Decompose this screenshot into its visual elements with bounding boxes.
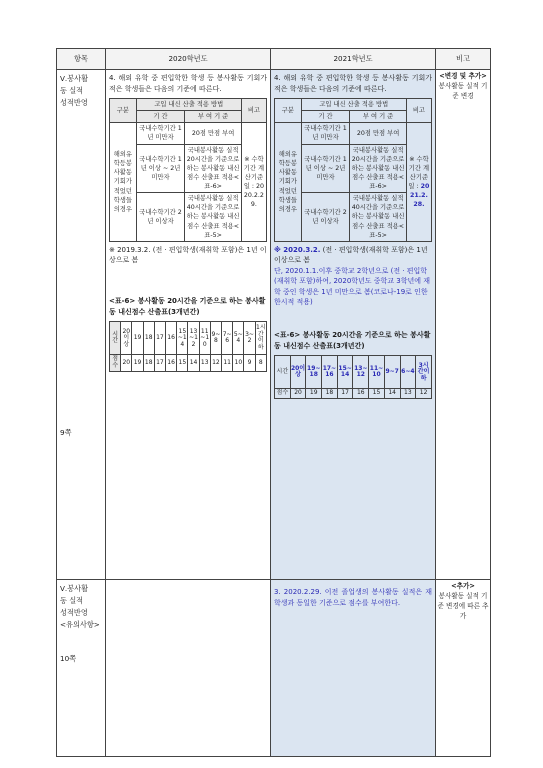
row1-page: 9쪽	[60, 427, 72, 437]
row2-2021	[271, 580, 436, 757]
new-hours-cell: 15~14	[337, 356, 353, 389]
old-hours-cell: 19	[132, 322, 143, 355]
old-hours-cell: 7~6	[222, 322, 233, 355]
new-criteria-table	[274, 98, 432, 242]
old-points-cell: 10	[233, 355, 244, 371]
old-hours-cell: 17	[154, 322, 165, 355]
new-r3-period: 국내수학기간 2년 이상자	[301, 193, 350, 242]
old-points-cell: 20	[121, 355, 132, 371]
row2-item-line: Ⅴ.봉사활	[60, 584, 89, 593]
old-hours-cell: 18	[143, 322, 154, 355]
old-points-cell: 11	[222, 355, 233, 371]
row1-item	[57, 70, 106, 580]
new-points-cell: 13	[400, 389, 416, 399]
new-score-title: <표-6> 봉사활동 20시간을 기준으로 하는 봉사활동 내신점수 산출표(3개년간)	[274, 330, 431, 350]
new-hours-cell: 6~4	[400, 356, 416, 389]
old-points-cell: 12	[210, 355, 221, 371]
old-points-cell: 15	[177, 355, 188, 371]
new-points-cell: 15	[369, 389, 385, 399]
new-h-method: 고입 내신 산출 적용 방법	[301, 99, 406, 111]
old-score-title: <표-6> 봉사활동 20시간을 기준으로 하는 봉사활동 내신점수 산출표(3개년간)	[109, 296, 266, 316]
row2-note-text: 봉사활동 실적 기준 변경에 따른 추가	[437, 591, 489, 620]
header-note: 비고	[436, 49, 491, 70]
new-hours-cell: 9~7	[384, 356, 400, 389]
new-basis-note-pre: ※ 수학기간 계산기준일 :	[408, 155, 430, 190]
old-r2-period: 국내수학기간 1년 이상 ~ 2년 미만자	[136, 144, 185, 193]
old-hours-cell: 15~14	[177, 322, 188, 355]
new-score-table	[274, 355, 432, 399]
old-paragraph: 4. 해외 유학 중 편입학한 학생 등 봉사활동 기회가 적은 학생들은 다음의 기준에 따른다.	[109, 74, 267, 93]
old-hours-cell: 1시간이하	[255, 322, 266, 355]
row1-note-tag: <변경 및 추가>	[439, 72, 487, 80]
old-points-cell: 13	[199, 355, 210, 371]
old-star-note: ※ 2019.3.2. (전 · 편입학생(재취학 포함)은 1년 이상으로 봄	[109, 245, 267, 265]
header-2021: 2021학년도	[271, 49, 436, 70]
row2-2020	[106, 580, 271, 757]
new-group-label: 해외유학등봉사활동기회가적었던학생들의경우	[275, 123, 302, 242]
new-star-note	[274, 245, 432, 266]
row-volunteer-score	[57, 70, 491, 580]
new-star-rest: (전 · 편입학생(재취학 포함)은 1년 이상으로 봄	[274, 245, 428, 265]
old-lbl-time: 시간	[110, 322, 121, 355]
old-lbl-score: 점수	[110, 355, 121, 371]
old-hours-cell: 16	[166, 322, 177, 355]
old-group-label: 해외유학등봉사활동기회가적었던학생들의경우	[110, 123, 137, 242]
row1-2020	[106, 70, 271, 580]
new-paragraph: 4. 해외 유학 중 편입학한 학생 등 봉사활동 기회가 적은 학생들은 다음의 기준에 따른다.	[274, 74, 432, 93]
new-covid-note: 단, 2020.1.1.이후 중학교 2학년으로 (전 · 편입학(재취학 포함)하여, 2020학년도 중학교 3학년에 재학 중인 학생은 1년 미만으로 봄(코로나-19로 인한 한시적 적용)	[274, 266, 431, 307]
new-r2-criteria: 국내봉사활동 실적 20시간을 기준으로 하는 봉사활동 내신점수 산출표 적용<표-6>	[350, 144, 407, 193]
new-points-cell: 20	[290, 389, 306, 399]
old-points-cell: 9	[244, 355, 255, 371]
old-points-cell: 18	[143, 355, 154, 371]
new-points-cell: 16	[353, 389, 369, 399]
new-h-note: 비고	[406, 99, 431, 123]
new-h-gubun: 구분	[275, 99, 302, 123]
header-row	[57, 49, 491, 70]
row1-note-text: 봉사활동 실적 기준 변경	[438, 81, 488, 100]
old-basis-note: ※ 수학기간 계산기준일 : 2020.2.29.	[241, 123, 266, 242]
row2-item-line: 성적반영	[60, 607, 88, 617]
old-r3-criteria: 국내봉사활동 실적 40시간을 기준으로 하는 봉사활동 내신점수 산출표 적용<표-5>	[185, 193, 242, 242]
row2-item	[57, 580, 106, 757]
new-hours-cell: 19~18	[306, 356, 322, 389]
new-basis-date: 2021.2.28.	[409, 183, 430, 209]
old-hours-cell: 9~8	[210, 322, 221, 355]
new-points-cell: 19	[306, 389, 322, 399]
new-h-period: 기 간	[301, 111, 350, 123]
row2-item-line: <유의사항>	[60, 619, 100, 629]
row-guidelines	[57, 580, 491, 757]
old-r2-criteria: 국내봉사활동 실적 20시간을 기준으로 하는 봉사활동 내신점수 산출표 적용<표-6>	[185, 144, 242, 193]
new-hours-cell: 20이상	[290, 356, 306, 389]
old-points-cell: 8	[255, 355, 266, 371]
old-hours-cell: 20이상	[121, 322, 132, 355]
new-points-cell: 17	[337, 389, 353, 399]
new-lbl-time: 시간	[275, 356, 291, 389]
old-points-cell: 17	[154, 355, 165, 371]
row2-page: 10쪽	[60, 653, 77, 663]
new-r2-period: 국내수학기간 1년 이상 ~ 2년 미만자	[301, 144, 350, 193]
old-r1-criteria: 20점 만점 부여	[185, 123, 242, 144]
new-hours-cell: 13~12	[353, 356, 369, 389]
new-hours-cell: 17~16	[322, 356, 338, 389]
row2-new-text: 3. 2020.2.29. 이전 졸업생의 봉사활동 실적은 재학생과 동일한 기준으로 점수를 부여한다.	[274, 588, 432, 607]
new-lbl-score: 점수	[275, 389, 291, 399]
row2-item-line: 동 실적	[60, 595, 84, 605]
old-hours-cell: 5~4	[233, 322, 244, 355]
old-r3-period: 국내수학기간 2년 이상자	[136, 193, 185, 242]
new-star-date: ※ 2020.3.2.	[274, 245, 321, 254]
new-r1-period: 국내수학기간 1년 미만자	[301, 123, 350, 144]
old-criteria-table	[109, 98, 267, 242]
old-points-cell: 14	[188, 355, 199, 371]
old-score-table	[109, 321, 267, 371]
old-hours-cell: 11~10	[199, 322, 210, 355]
old-h-gubun: 구분	[110, 99, 137, 123]
old-hours-cell: 13~12	[188, 322, 199, 355]
row1-item-line: 성적반영	[60, 97, 88, 107]
new-points-cell: 14	[384, 389, 400, 399]
old-hours-cell: 3~2	[244, 322, 255, 355]
comparison-table	[56, 48, 491, 757]
old-h-period: 기 간	[136, 111, 185, 123]
header-item: 항목	[57, 49, 106, 70]
new-h-criteria: 부 여 기 준	[350, 111, 407, 123]
new-hours-cell: 3시간이하	[416, 356, 432, 389]
new-r3-criteria: 국내봉사활동 실적 40시간을 기준으로 하는 봉사활동 내신점수 산출표 적용<표-5>	[350, 193, 407, 242]
old-points-cell: 16	[166, 355, 177, 371]
old-r1-period: 국내수학기간 1년 미만자	[136, 123, 185, 144]
row2-note-tag: <추가>	[451, 582, 475, 590]
new-hours-cell: 11~10	[369, 356, 385, 389]
row2-note	[436, 580, 491, 757]
row1-2021	[271, 70, 436, 580]
old-h-criteria: 부 여 기 준	[185, 111, 242, 123]
row1-item-line: Ⅴ.봉사활	[60, 74, 89, 83]
new-r1-criteria: 20점 만점 부여	[350, 123, 407, 144]
old-points-cell: 19	[132, 355, 143, 371]
old-h-note: 비고	[241, 99, 266, 123]
old-h-method: 고입 내신 산출 적용 방법	[136, 99, 241, 111]
header-2020: 2020학년도	[106, 49, 271, 70]
row1-item-line: 동 실적	[60, 85, 84, 95]
new-points-cell: 18	[322, 389, 338, 399]
row1-note	[436, 70, 491, 580]
new-points-cell: 12	[416, 389, 432, 399]
new-basis-note	[406, 123, 431, 242]
